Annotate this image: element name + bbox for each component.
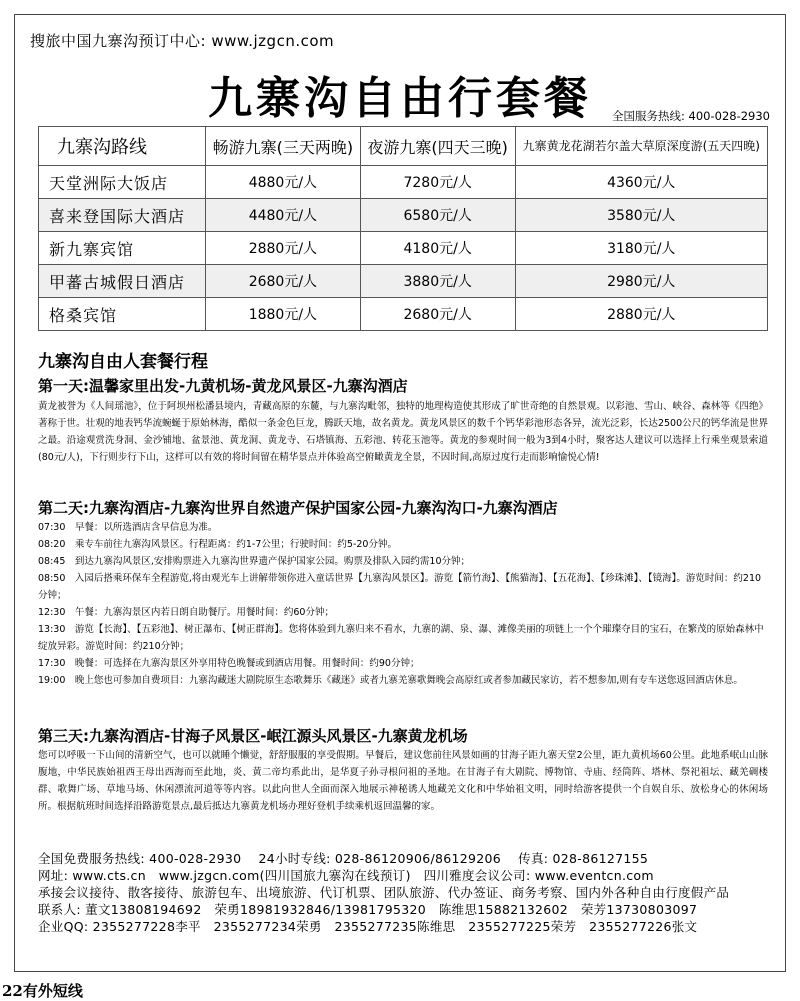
price-cell: 2680元/人 xyxy=(206,265,361,298)
table-row xyxy=(39,199,768,232)
footer-hotline: 全国免费服务热线: 400-028-2930 xyxy=(38,851,242,866)
schedule-item: 08:45 到达九寨沟风景区,安排购票进入九寨沟世界遗产保护国家公园。购票及排队入园约需10分钟； xyxy=(38,556,470,567)
agency-line: 搜旅中国九寨沟预订中心: www.jzgcn.com xyxy=(30,32,335,50)
column-header-3d2n: 畅游九寨(三天两晚) xyxy=(206,127,361,166)
hotel-name: 甲蕃古城假日酒店 xyxy=(39,265,206,298)
column-header-4d3n: 夜游九寨(四天三晚) xyxy=(360,127,515,166)
footer-24h-line: 24小时专线: 028-86120906/86129206 xyxy=(258,851,502,866)
price-cell: 4180元/人 xyxy=(360,232,515,265)
price-cell: 4480元/人 xyxy=(206,199,361,232)
footer-fax: 传真: 028-86127155 xyxy=(518,851,649,866)
page-number-label: 22有外短线 xyxy=(2,982,83,1000)
day2-schedule xyxy=(38,519,768,689)
table-header-row xyxy=(39,127,768,166)
footer-qq: 企业QQ: 2355277228李平 2355277234荣勇 2355277235陈维思 2355277225荣芳 2355277226张文 xyxy=(38,919,698,934)
price-cell: 4360元/人 xyxy=(515,166,767,199)
footer-website-cts: 网址: www.cts.cn xyxy=(38,868,146,883)
table-row xyxy=(39,265,768,298)
schedule-item: 08:50 入园后搭乘环保车全程游览,将由观光车上讲解带领你进入童话世界【九寨沟风景区】。游览【箭竹海】、【熊猫海】、【五花海】、【珍珠滩】、【镜海】。游览时间：约210分钟； xyxy=(38,573,762,601)
schedule-item: 13:30 游览【长海】、【五彩池】、树正瀑布、【树正群海】。您将体验到九寨归来不看水，九寨的湖、泉、瀑、滩像美丽的项链上一个个璀璨夺目的宝石，在繁茂的原始森林中绽放异彩。游览时间：约210分钟； xyxy=(38,624,764,652)
schedule-item: 08:20 乘专车前往九寨沟风景区。行程距离：约1-7公里；行驶时间：约5-20分钟。 xyxy=(38,539,397,550)
hotel-name: 新九寨宾馆 xyxy=(39,232,206,265)
day3-description: 您可以呼吸一下山间的清新空气，也可以就睡个懒觉，舒舒服服的享受假期。早餐后，建议您前往风景如画的甘海子距九寨天堂2公里，距九黄机场60公里。此地系岷山山脉腹地，中华民族始祖西王母出西海而至此地，炎、黄二帝均系此出，是华夏子孙寻根问祖的圣地。在甘海子有大剧院、博物馆、寺庙、经筒阵、塔林、祭祀祖坛、藏羌碉楼群、歌舞广场、草地马场、休闲漂流河道等等内容。以此向世人全面而深入地展示神秘诱人地藏羌文化和中华始祖文明，同时给游客提供一个自娱自乐、放松身心的休闲场所。根据航班时间选择沿路游览景点,最后抵达九寨黄龙机场办理好登机手续乘机返回温馨的家。 xyxy=(38,750,768,812)
footer-website-main: www.jzgcn.com(四川国旅九寨沟在线预订) xyxy=(158,868,411,883)
day1-title: 第一天:温馨家里出发-九黄机场-黄龙风景区-九寨沟酒店 xyxy=(38,377,408,395)
price-cell: 3180元/人 xyxy=(515,232,767,265)
table-row xyxy=(39,232,768,265)
price-cell: 3880元/人 xyxy=(360,265,515,298)
itinerary-title: 九寨沟自由人套餐行程 xyxy=(38,352,208,372)
page-title: 九寨沟自由行套餐 xyxy=(208,73,592,124)
contact-footer xyxy=(38,850,778,935)
hotel-name: 天堂洲际大饭店 xyxy=(39,166,206,199)
footer-services: 承接会议接待、散客接待、旅游包车、出境旅游、代订机票、团队旅游、代办签证、商务考察、国内外各种自由行度假产品 xyxy=(38,885,730,900)
price-cell: 2880元/人 xyxy=(515,298,767,331)
day1-description: 黄龙被誉为《人间瑶池》，位于阿坝州松潘县境内，青藏高原的东麓，与九寨沟毗邻，独特的地理构造使其形成了旷世奇绝的自然景观。以彩池、雪山、峡谷、森林等《四绝》著称于世。壮观的地表钙华流蜿蜒于原始林海，酷似一条金色巨龙，腾跃天地，故名黄龙。黄龙风景区的数千个钙华彩池形态各异，流光泛彩，长达2500公尺的钙华流是世界之最。沿途观赏洗身洞、金沙铺地、盆景池、黄龙洞、黄龙寺、石塔镇海、五彩池、转花玉池等。黄龙的参观时间一般为3到4小时，聚客达人建议可以选择上行乘坐观景索道(80元/人)，下行则步行下山，这样可以有效的将时间留在精华景点并体验高空俯瞰黄龙全景，不因时间,高原过度行走而影响愉悦心情! xyxy=(38,401,768,463)
price-cell: 2880元/人 xyxy=(206,232,361,265)
hotel-name: 喜来登国际大酒店 xyxy=(39,199,206,232)
schedule-item: 07:30 早餐：以所选酒店含早信息为准。 xyxy=(38,522,218,533)
price-table xyxy=(38,126,768,331)
table-row xyxy=(39,298,768,331)
price-cell: 1880元/人 xyxy=(206,298,361,331)
price-cell: 2980元/人 xyxy=(515,265,767,298)
schedule-item: 17:30 晚餐：可选择在九寨沟景区外享用特色晚餐或到酒店用餐。用餐时间：约90分钟； xyxy=(38,658,420,669)
column-header-5d4n: 九寨黄龙花湖若尔盖大草原深度游(五天四晚) xyxy=(515,127,767,166)
service-hotline: 全国服务热线: 400-028-2930 xyxy=(612,109,770,123)
column-header-route: 九寨沟路线 xyxy=(39,127,206,166)
footer-website-yadu: 四川雅度会议公司: www.eventcn.com xyxy=(423,868,654,883)
schedule-item: 12:30 午餐：九寨沟景区内若日朗自助餐厅。用餐时间：约60分钟； xyxy=(38,607,334,618)
price-cell: 4880元/人 xyxy=(206,166,361,199)
footer-hotline-line xyxy=(38,850,778,867)
day2-title: 第二天:九寨沟酒店-九寨沟世界自然遗产保护国家公园-九寨沟沟口-九寨沟酒店 xyxy=(38,499,558,517)
price-cell: 7280元/人 xyxy=(360,166,515,199)
table-row xyxy=(39,166,768,199)
price-cell: 6580元/人 xyxy=(360,199,515,232)
footer-contacts: 联系人: 董文13808194692 荣勇18981932846/13981795320 陈维思15882132602 荣芳13730803097 xyxy=(38,902,698,917)
price-cell: 2680元/人 xyxy=(360,298,515,331)
footer-website-line xyxy=(38,867,778,884)
schedule-item: 19:00 晚上您也可参加自费项目：九寨沟藏迷大剧院原生态歌舞乐《藏迷》或者九寨羌寨歌舞晚会高原红或者参加藏民家访，若不想参加,则有专车送您返回酒店休息。 xyxy=(38,675,743,686)
day3-title: 第三天:九寨沟酒店-甘海子风景区-岷江源头风景区-九寨黄龙机场 xyxy=(38,727,468,745)
price-cell: 3580元/人 xyxy=(515,199,767,232)
hotel-name: 格桑宾馆 xyxy=(39,298,206,331)
